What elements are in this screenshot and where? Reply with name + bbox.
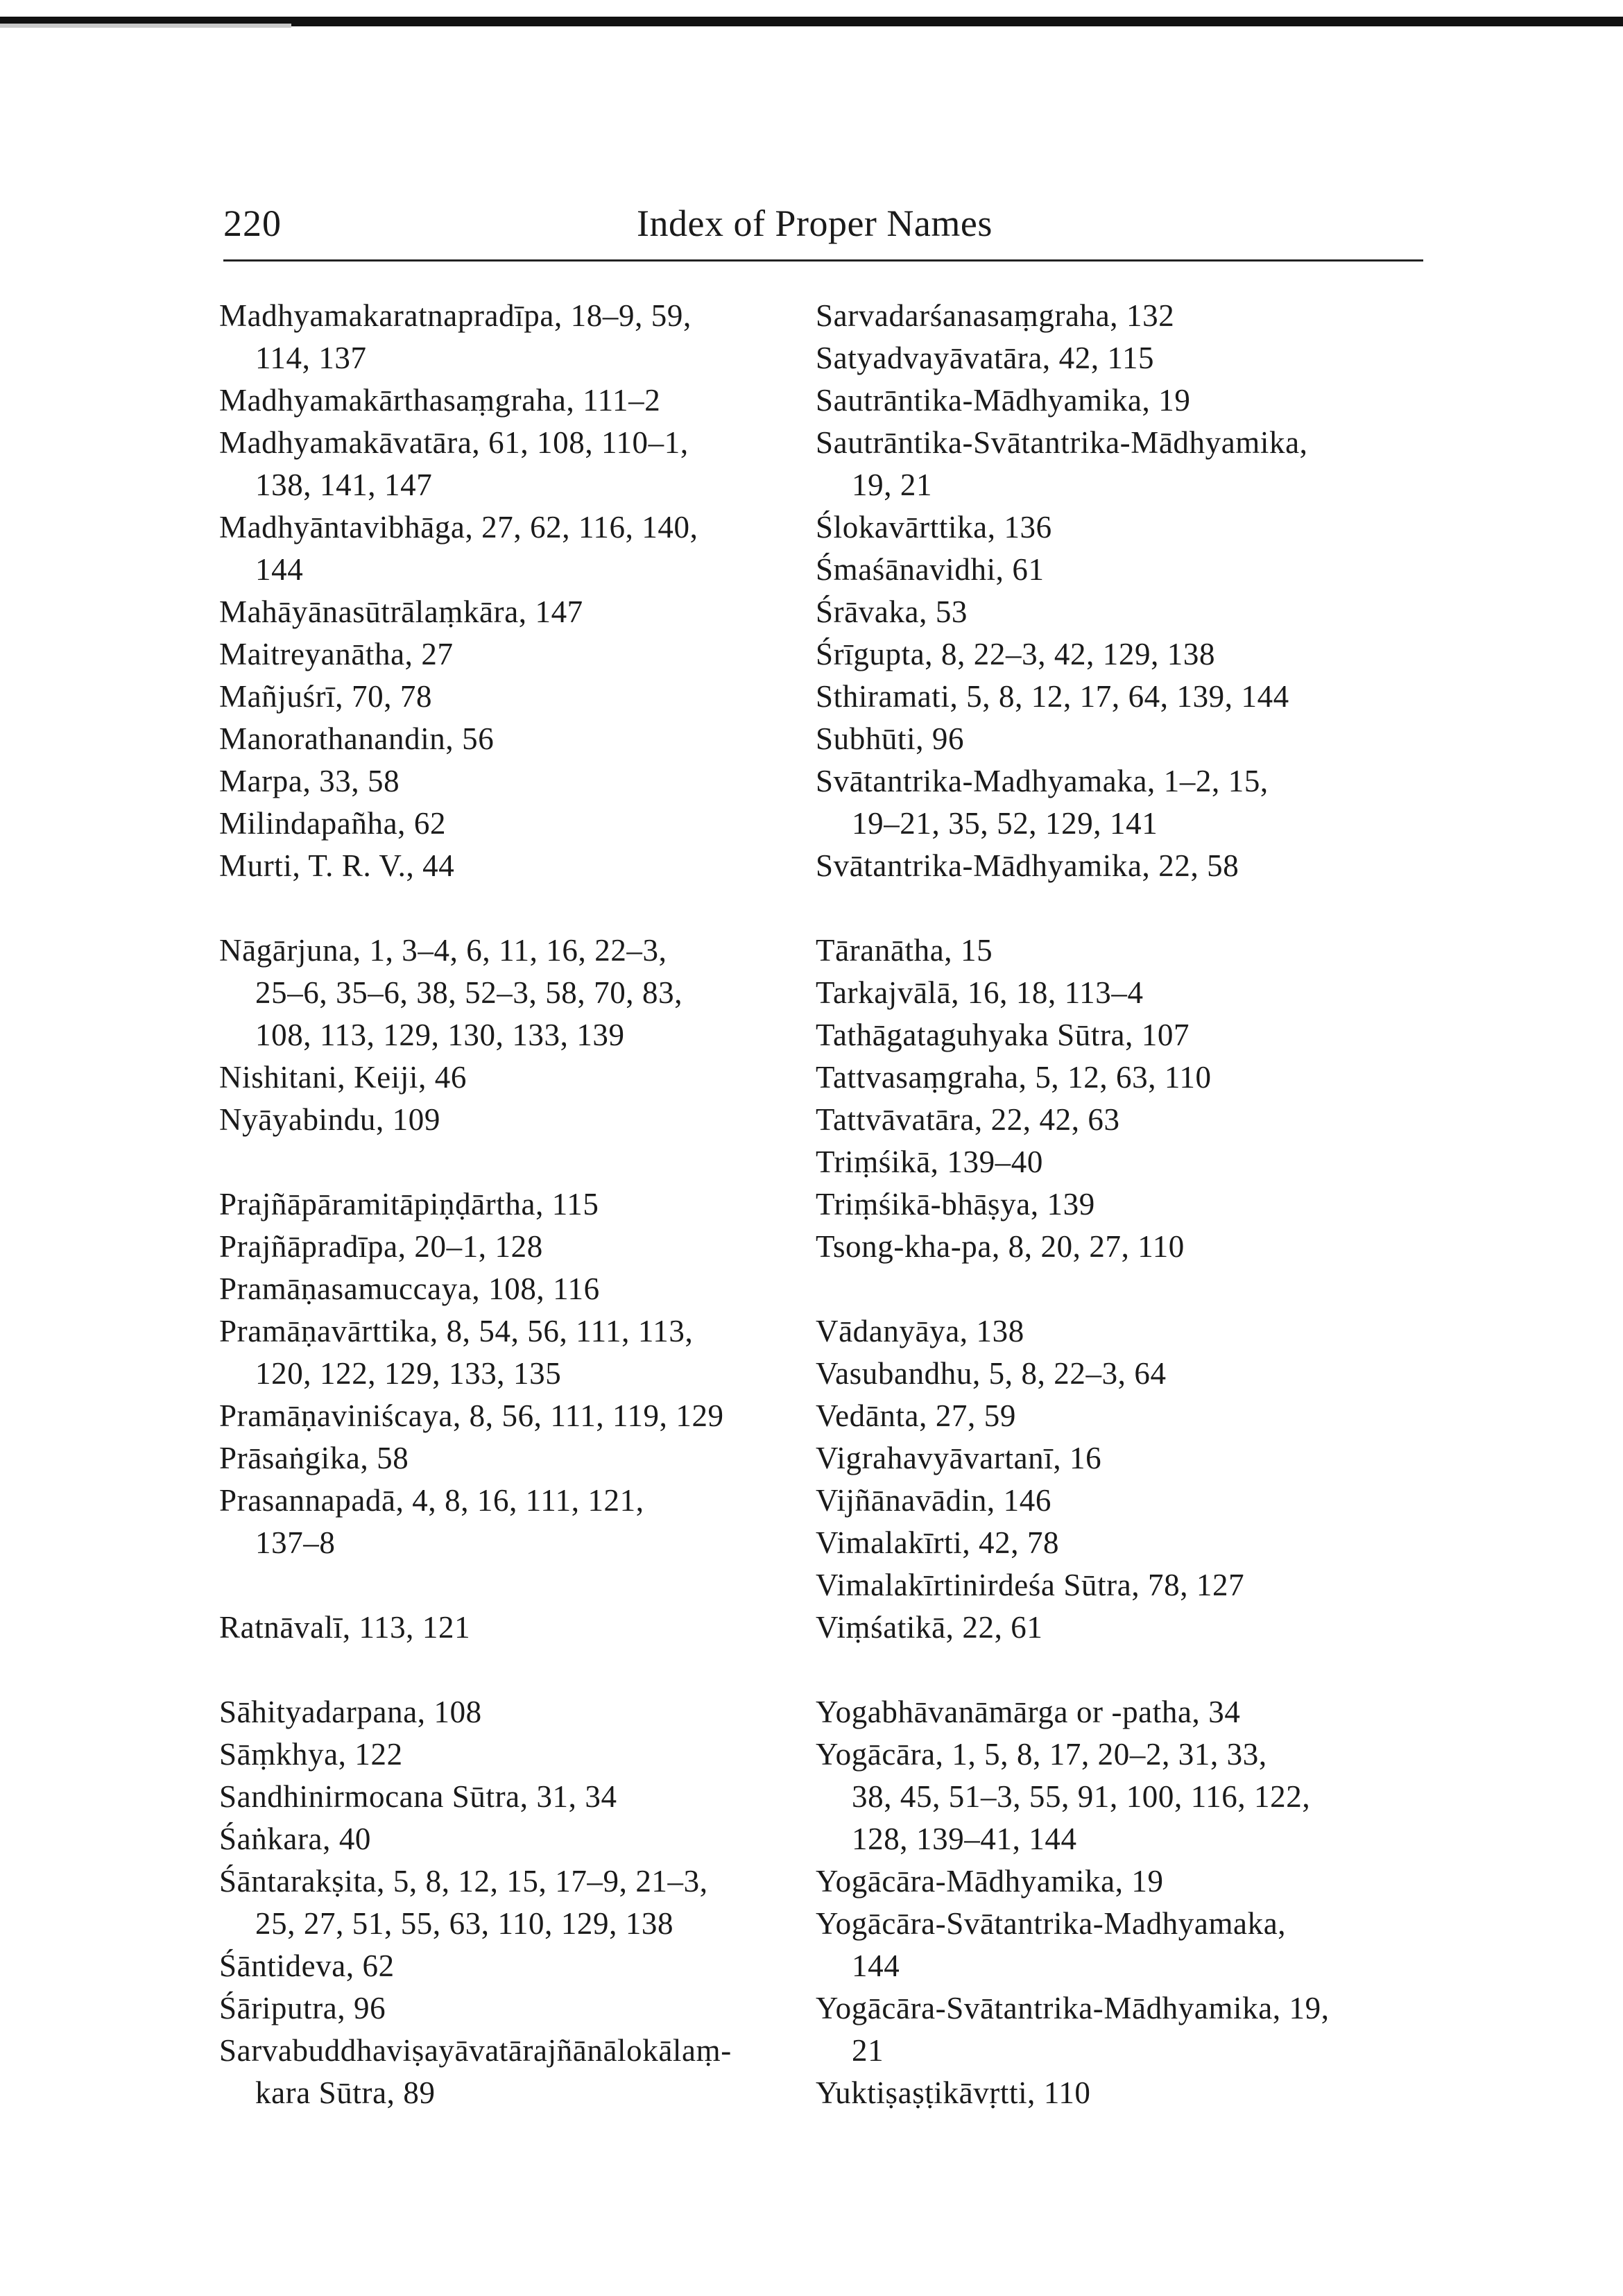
index-entry: Tattvāvatāra, 22, 42, 63: [816, 1102, 1120, 1137]
index-entry: Śmaśānavidhi, 61: [816, 552, 1045, 587]
index-entry: Ratnāvalī, 113, 121: [219, 1610, 471, 1645]
letter-group-spacer: [219, 1141, 830, 1183]
index-entry: Maitreyanātha, 27: [219, 637, 454, 671]
index-entry: Triṃśikā, 139–40: [816, 1145, 1043, 1179]
index-entry: Manorathanandin, 56: [219, 721, 495, 756]
index-entry: Yogācāra, 1, 5, 8, 17, 20–2, 31, 33, 38, 45, 51–3, 55, 91, 100, 116, 122, 128, 139–41, 144: [816, 1737, 1311, 1856]
page-number: 220: [223, 203, 282, 244]
index-right-column: [816, 295, 1426, 2114]
index-left-column: [219, 295, 830, 2114]
index-entry: Vedānta, 27, 59: [816, 1398, 1016, 1433]
index-entry: Subhūti, 96: [816, 721, 965, 756]
index-entry: Vijñānavādin, 146: [816, 1483, 1051, 1518]
letter-group-spacer: [816, 1649, 1426, 1691]
index-entry: Śrāvaka, 53: [816, 594, 968, 629]
index-entry: Yuktiṣaṣṭikāvṛtti, 110: [816, 2075, 1091, 2110]
index-entry: Śrīgupta, 8, 22–3, 42, 129, 138: [816, 637, 1216, 671]
index-entry: Prajñāpradīpa, 20–1, 128: [219, 1229, 543, 1264]
index-entry: Madhyāntavibhāga, 27, 62, 116, 140, 144: [219, 510, 698, 587]
index-entry: Sthiramati, 5, 8, 12, 17, 64, 139, 144: [816, 679, 1289, 714]
index-entry: Sāhityadarpana, 108: [219, 1695, 482, 1729]
top-edge-shadow: [0, 24, 291, 28]
index-entry: Śāntideva, 62: [219, 1948, 395, 1983]
index-entry: Pramāṇasamuccaya, 108, 116: [219, 1271, 600, 1306]
index-entry: Yogācāra-Mādhyamika, 19: [816, 1864, 1164, 1899]
index-entry: Madhyamakāvatāra, 61, 108, 110–1, 138, 141, 147: [219, 425, 689, 502]
index-entry: Nāgārjuna, 1, 3–4, 6, 11, 16, 22–3, 25–6, 35–6, 38, 52–3, 58, 70, 83, 108, 113, 129, 130, 133, 139: [219, 933, 683, 1052]
index-entry: Satyadvayāvatāra, 42, 115: [816, 341, 1155, 375]
index-entry: Tāranātha, 15: [816, 933, 993, 968]
letter-group-spacer: [816, 887, 1426, 929]
index-entry: Nishitani, Keiji, 46: [219, 1060, 467, 1095]
index-entry: Mahāyānasūtrālaṃkāra, 147: [219, 594, 583, 629]
index-entry: Prāsaṅgika, 58: [219, 1441, 409, 1475]
index-entry: Prajñāpāramitāpiṇḍārtha, 115: [219, 1187, 599, 1222]
index-entry: Vasubandhu, 5, 8, 22–3, 64: [816, 1356, 1167, 1391]
index-entry: Yogācāra-Svātantrika-Mādhyamika, 19, 21: [816, 1991, 1330, 2068]
index-entry: Yogācāra-Svātantrika-Madhyamaka, 144: [816, 1906, 1287, 1983]
index-entry: Sandhinirmocana Sūtra, 31, 34: [219, 1779, 617, 1814]
index-entry: Ślokavārttika, 136: [816, 510, 1052, 545]
index-entry: Vimalakīrtinirdeśa Sūtra, 78, 127: [816, 1568, 1245, 1602]
index-entry: Viṃśatikā, 22, 61: [816, 1610, 1043, 1645]
index-entry: Śāriputra, 96: [219, 1991, 386, 2025]
header-rule: [223, 259, 1423, 262]
letter-group-spacer: [219, 1649, 830, 1691]
index-entry: Pramāṇaviniścaya, 8, 56, 111, 119, 129: [219, 1398, 724, 1433]
index-entry: Madhyamakaratnapradīpa, 18–9, 59, 114, 137: [219, 298, 692, 375]
index-entry: Vigrahavyāvartanī, 16: [816, 1441, 1102, 1475]
letter-group-spacer: [219, 1564, 830, 1607]
running-head-title: Index of Proper Names: [637, 203, 993, 244]
index-entry: Vimalakīrti, 42, 78: [816, 1525, 1060, 1560]
index-entry: Sarvabuddhaviṣayāvatārajñānālokālaṃ- kara Sūtra, 89: [219, 2033, 732, 2110]
letter-group-spacer: [816, 1268, 1426, 1310]
index-entry: Svātantrika-Mādhyamika, 22, 58: [816, 848, 1239, 883]
index-entry: Tsong-kha-pa, 8, 20, 27, 110: [816, 1229, 1185, 1264]
index-entry: Murti, T. R. V., 44: [219, 848, 455, 883]
index-entry: Milindapañha, 62: [219, 806, 447, 841]
index-entry: Tattvasaṃgraha, 5, 12, 63, 110: [816, 1060, 1212, 1095]
index-entry: Nyāyabindu, 109: [219, 1102, 440, 1137]
index-entry: Vādanyāya, 138: [816, 1314, 1024, 1348]
index-entry: Tarkajvālā, 16, 18, 113–4: [816, 975, 1144, 1010]
index-entry: Sāṃkhya, 122: [219, 1737, 403, 1772]
index-entry: Prasannapadā, 4, 8, 16, 111, 121, 137–8: [219, 1483, 644, 1560]
letter-group-spacer: [219, 887, 830, 929]
index-entry: Triṃśikā-bhāṣya, 139: [816, 1187, 1095, 1222]
index-entry: Sarvadarśanasaṃgraha, 132: [816, 298, 1175, 333]
index-entry: Madhyamakārthasaṃgraha, 111–2: [219, 383, 661, 418]
index-entry: Sautrāntika-Mādhyamika, 19: [816, 383, 1191, 418]
index-entry: Marpa, 33, 58: [219, 764, 400, 798]
index-entry: Mañjuśrī, 70, 78: [219, 679, 433, 714]
index-entry: Śaṅkara, 40: [219, 1822, 372, 1856]
index-entry: Pramāṇavārttika, 8, 54, 56, 111, 113, 120, 122, 129, 133, 135: [219, 1314, 694, 1391]
index-entry: Svātantrika-Madhyamaka, 1–2, 15, 19–21, 35, 52, 129, 141: [816, 764, 1269, 841]
index-entry: Tathāgataguhyaka Sūtra, 107: [816, 1018, 1190, 1052]
index-entry: Yogabhāvanāmārga or -patha, 34: [816, 1695, 1241, 1729]
index-entry: Śāntarakṣita, 5, 8, 12, 15, 17–9, 21–3, 25, 27, 51, 55, 63, 110, 129, 138: [219, 1864, 708, 1941]
index-entry: Sautrāntika-Svātantrika-Mādhyamika, 19, 21: [816, 425, 1308, 502]
